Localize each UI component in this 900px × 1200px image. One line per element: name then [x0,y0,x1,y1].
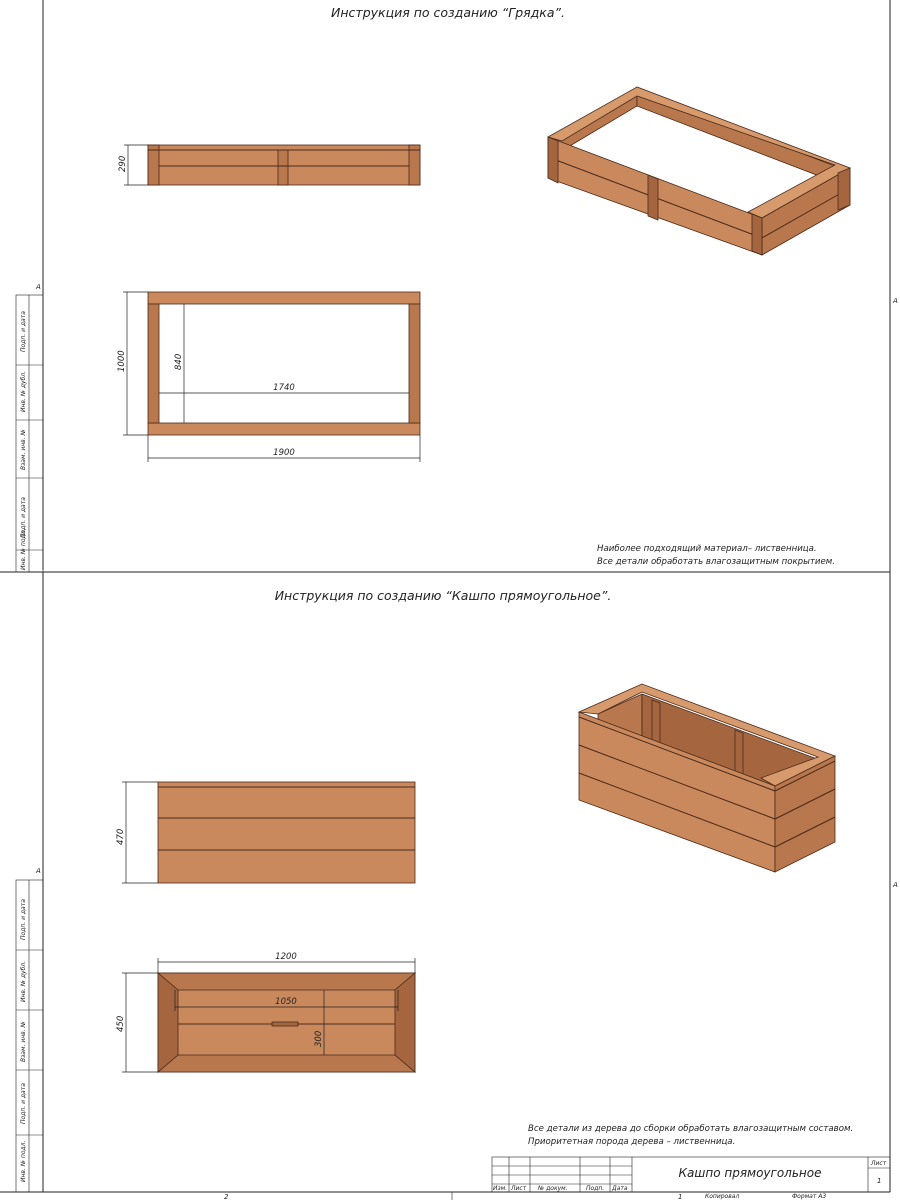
planter-front-view [158,782,415,883]
sheet-label: Лист [871,1160,887,1167]
planter-isometric-view [579,684,835,872]
dim-inner-840 [174,304,184,423]
margin-mark: A [893,297,898,305]
title-block [492,1157,890,1192]
side-stamp-1 [16,295,43,572]
sheet-2-note: Приоритетная порода дерева – лиственница. [528,1137,736,1147]
footer-number: 1 [678,1193,683,1200]
footer-number: 2 [224,1193,229,1200]
dim-label: 1200 [275,952,297,962]
dim-label: 450 [116,1015,126,1032]
stamp-label: Подп. и дата [20,311,27,352]
dim-label: 1900 [273,448,295,458]
stamp-label: Подп. и дата [20,899,27,940]
dim-label: 470 [116,828,126,845]
dim-width-450 [116,973,158,1072]
dim-label: 290 [118,155,128,172]
dim-label: 1050 [275,997,297,1007]
stamp-label: Подп. и дата [20,497,27,538]
sheet-1-frame [0,0,890,572]
drawing-name: Кашпо прямоугольное [678,1166,822,1180]
margin-mark: A [36,867,41,875]
stamp-label: Инв. № дубл. [20,370,27,412]
dim-inner-1740 [159,383,409,393]
tb-col: № докум. [538,1185,568,1192]
dim-height-290 [118,145,148,185]
footer-copied: Копировал [705,1193,740,1200]
bed-isometric-view [548,87,850,255]
stamp-label: Инв. № подл. [20,1140,27,1182]
footer-format: Формат А3 [792,1193,827,1200]
sheet-2-frame [0,572,890,1192]
stamp-label: Инв. № подл. [20,528,27,570]
dim-length-1200 [158,952,415,973]
dim-label: 1000 [117,350,127,372]
sheet-2-title: Инструкция по созданию “Кашпо прямоугольное”. [274,588,612,603]
stamp-label: Взам. инв. № [20,429,27,470]
tb-col: Изм. [493,1185,508,1192]
margin-mark: A [893,881,898,889]
planter-top-view [158,973,415,1072]
dim-label: 840 [174,353,184,370]
sheet-1-note: Все детали обработать влагозащитным покрытием. [597,557,835,567]
stamp-label: Инв. № дубл. [20,960,27,1002]
dim-width-1000 [117,292,148,435]
sheet-1-note: Наиболее подходящий материал– лиственница. [597,544,817,554]
margin-mark: A [36,283,41,291]
stamp-label: Взам. инв. № [20,1021,27,1062]
sheet-number: 1 [877,1177,882,1185]
tb-col: Дата [612,1185,628,1192]
stamp-label: Подп. и дата [20,1083,27,1124]
tb-col: Лист [511,1185,527,1192]
dim-label: 1740 [273,383,295,393]
sheet-1-title: Инструкция по созданию “Грядка”. [331,5,565,20]
sheet-2-note: Все детали из дерева до сборки обработать влагозащитным составом. [528,1124,854,1134]
dim-height-470 [116,782,158,883]
dim-length-1900 [148,435,420,462]
tb-col: Подп. [586,1185,605,1192]
bed-top-view [148,292,420,435]
side-stamp-2 [16,880,43,1192]
dim-label: 300 [314,1030,324,1047]
bed-front-view [148,145,420,185]
